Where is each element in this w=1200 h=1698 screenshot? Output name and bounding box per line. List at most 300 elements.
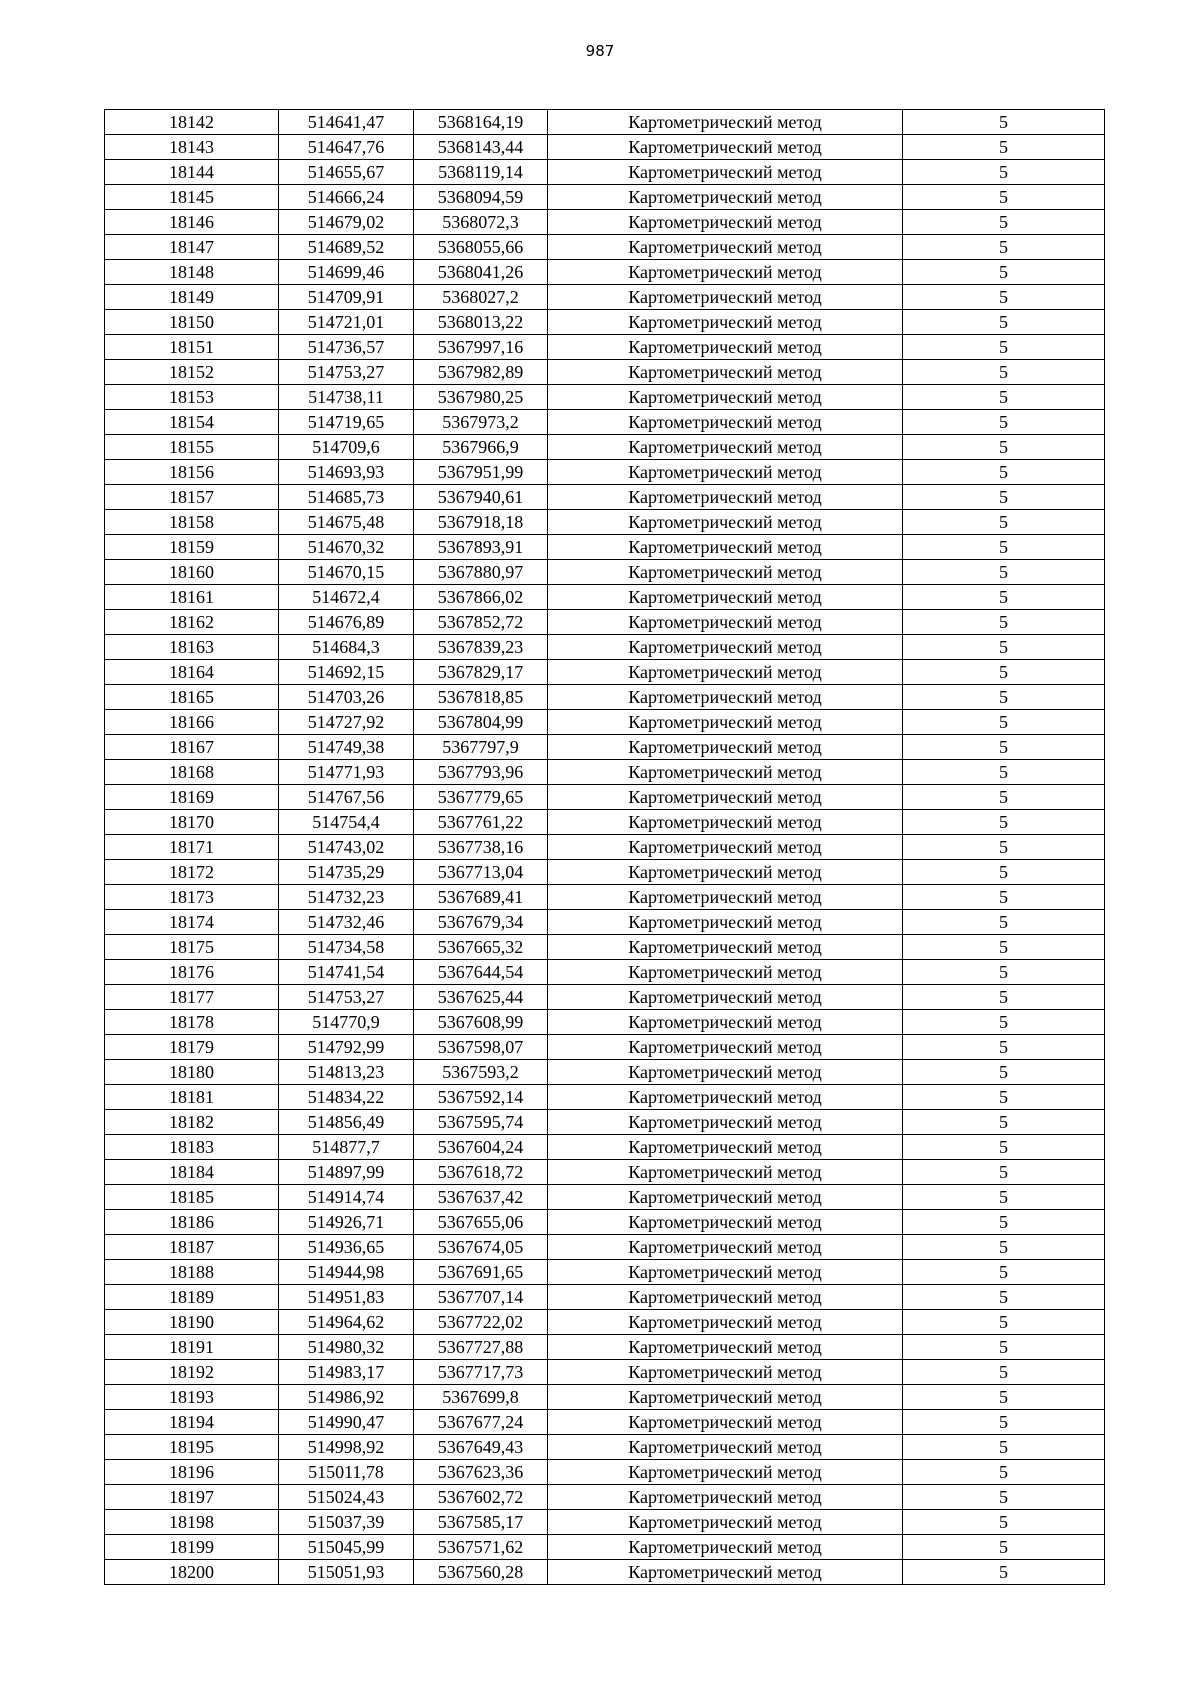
accuracy-cell: 5 <box>903 410 1105 435</box>
point-number-cell: 18182 <box>105 1110 279 1135</box>
accuracy-cell: 5 <box>903 685 1105 710</box>
table-row <box>105 710 1105 735</box>
point-number-cell: 18191 <box>105 1335 279 1360</box>
table-row <box>105 1110 1105 1135</box>
x-coordinate-cell: 514647,76 <box>279 135 414 160</box>
x-coordinate-cell: 514980,32 <box>279 1335 414 1360</box>
accuracy-cell: 5 <box>903 660 1105 685</box>
point-number-cell: 18142 <box>105 110 279 135</box>
x-coordinate-cell: 514986,92 <box>279 1385 414 1410</box>
point-number-cell: 18174 <box>105 910 279 935</box>
accuracy-cell: 5 <box>903 910 1105 935</box>
method-cell: Картометрический метод <box>548 185 903 210</box>
point-number-cell: 18158 <box>105 510 279 535</box>
x-coordinate-cell: 514676,89 <box>279 610 414 635</box>
y-coordinate-cell: 5368041,26 <box>414 260 548 285</box>
accuracy-cell: 5 <box>903 160 1105 185</box>
x-coordinate-cell: 514926,71 <box>279 1210 414 1235</box>
accuracy-cell: 5 <box>903 535 1105 560</box>
point-number-cell: 18148 <box>105 260 279 285</box>
y-coordinate-cell: 5368055,66 <box>414 235 548 260</box>
y-coordinate-cell: 5367717,73 <box>414 1360 548 1385</box>
x-coordinate-cell: 514754,4 <box>279 810 414 835</box>
table-row <box>105 610 1105 635</box>
point-number-cell: 18185 <box>105 1185 279 1210</box>
point-number-cell: 18186 <box>105 1210 279 1235</box>
point-number-cell: 18165 <box>105 685 279 710</box>
x-coordinate-cell: 515024,43 <box>279 1485 414 1510</box>
accuracy-cell: 5 <box>903 1485 1105 1510</box>
accuracy-cell: 5 <box>903 810 1105 835</box>
y-coordinate-cell: 5367592,14 <box>414 1085 548 1110</box>
y-coordinate-cell: 5367602,72 <box>414 1485 548 1510</box>
y-coordinate-cell: 5367918,18 <box>414 510 548 535</box>
x-coordinate-cell: 514727,92 <box>279 710 414 735</box>
y-coordinate-cell: 5367674,05 <box>414 1235 548 1260</box>
x-coordinate-cell: 514914,74 <box>279 1185 414 1210</box>
x-coordinate-cell: 514689,52 <box>279 235 414 260</box>
x-coordinate-cell: 514709,91 <box>279 285 414 310</box>
table-row <box>105 835 1105 860</box>
y-coordinate-cell: 5368164,19 <box>414 110 548 135</box>
accuracy-cell: 5 <box>903 1285 1105 1310</box>
table-row <box>105 910 1105 935</box>
method-cell: Картометрический метод <box>548 1460 903 1485</box>
method-cell: Картометрический метод <box>548 1210 903 1235</box>
method-cell: Картометрический метод <box>548 1485 903 1510</box>
method-cell: Картометрический метод <box>548 735 903 760</box>
y-coordinate-cell: 5367973,2 <box>414 410 548 435</box>
y-coordinate-cell: 5367866,02 <box>414 585 548 610</box>
table-row <box>105 1335 1105 1360</box>
y-coordinate-cell: 5367797,9 <box>414 735 548 760</box>
accuracy-cell: 5 <box>903 1135 1105 1160</box>
point-number-cell: 18196 <box>105 1460 279 1485</box>
table-row <box>105 160 1105 185</box>
accuracy-cell: 5 <box>903 385 1105 410</box>
x-coordinate-cell: 515045,99 <box>279 1535 414 1560</box>
accuracy-cell: 5 <box>903 210 1105 235</box>
x-coordinate-cell: 514693,93 <box>279 460 414 485</box>
method-cell: Картометрический метод <box>548 1185 903 1210</box>
accuracy-cell: 5 <box>903 260 1105 285</box>
point-number-cell: 18149 <box>105 285 279 310</box>
point-number-cell: 18166 <box>105 710 279 735</box>
y-coordinate-cell: 5367829,17 <box>414 660 548 685</box>
y-coordinate-cell: 5367966,9 <box>414 435 548 460</box>
point-number-cell: 18175 <box>105 935 279 960</box>
table-row <box>105 1210 1105 1235</box>
x-coordinate-cell: 514983,17 <box>279 1360 414 1385</box>
table-row <box>105 935 1105 960</box>
table-row <box>105 435 1105 460</box>
y-coordinate-cell: 5367818,85 <box>414 685 548 710</box>
point-number-cell: 18177 <box>105 985 279 1010</box>
method-cell: Картометрический метод <box>548 835 903 860</box>
x-coordinate-cell: 514684,3 <box>279 635 414 660</box>
point-number-cell: 18180 <box>105 1060 279 1085</box>
table-row <box>105 985 1105 1010</box>
method-cell: Картометрический метод <box>548 1085 903 1110</box>
table-row <box>105 635 1105 660</box>
y-coordinate-cell: 5367655,06 <box>414 1210 548 1235</box>
point-number-cell: 18179 <box>105 1035 279 1060</box>
y-coordinate-cell: 5367951,99 <box>414 460 548 485</box>
accuracy-cell: 5 <box>903 335 1105 360</box>
method-cell: Картометрический метод <box>548 1360 903 1385</box>
method-cell: Картометрический метод <box>548 510 903 535</box>
method-cell: Картометрический метод <box>548 385 903 410</box>
x-coordinate-cell: 514753,27 <box>279 985 414 1010</box>
accuracy-cell: 5 <box>903 510 1105 535</box>
x-coordinate-cell: 514703,26 <box>279 685 414 710</box>
y-coordinate-cell: 5367893,91 <box>414 535 548 560</box>
y-coordinate-cell: 5367699,8 <box>414 1385 548 1410</box>
table-row <box>105 310 1105 335</box>
point-number-cell: 18152 <box>105 360 279 385</box>
x-coordinate-cell: 514699,46 <box>279 260 414 285</box>
x-coordinate-cell: 514834,22 <box>279 1085 414 1110</box>
x-coordinate-cell: 514944,98 <box>279 1260 414 1285</box>
y-coordinate-cell: 5367571,62 <box>414 1535 548 1560</box>
point-number-cell: 18157 <box>105 485 279 510</box>
point-number-cell: 18145 <box>105 185 279 210</box>
accuracy-cell: 5 <box>903 785 1105 810</box>
y-coordinate-cell: 5367997,16 <box>414 335 548 360</box>
x-coordinate-cell: 514741,54 <box>279 960 414 985</box>
point-number-cell: 18189 <box>105 1285 279 1310</box>
point-number-cell: 18173 <box>105 885 279 910</box>
y-coordinate-cell: 5367560,28 <box>414 1560 548 1585</box>
point-number-cell: 18159 <box>105 535 279 560</box>
x-coordinate-cell: 514813,23 <box>279 1060 414 1085</box>
accuracy-cell: 5 <box>903 110 1105 135</box>
method-cell: Картометрический метод <box>548 1235 903 1260</box>
x-coordinate-cell: 514877,7 <box>279 1135 414 1160</box>
method-cell: Картометрический метод <box>548 910 903 935</box>
table-row <box>105 1160 1105 1185</box>
accuracy-cell: 5 <box>903 960 1105 985</box>
table-row <box>105 1060 1105 1085</box>
y-coordinate-cell: 5367804,99 <box>414 710 548 735</box>
table-row <box>105 860 1105 885</box>
accuracy-cell: 5 <box>903 835 1105 860</box>
y-coordinate-cell: 5368027,2 <box>414 285 548 310</box>
x-coordinate-cell: 514734,58 <box>279 935 414 960</box>
method-cell: Картометрический метод <box>548 310 903 335</box>
point-number-cell: 18163 <box>105 635 279 660</box>
table-row <box>105 1085 1105 1110</box>
table-row <box>105 1185 1105 1210</box>
point-number-cell: 18183 <box>105 1135 279 1160</box>
accuracy-cell: 5 <box>903 560 1105 585</box>
table-row <box>105 360 1105 385</box>
method-cell: Картометрический метод <box>548 235 903 260</box>
table-row <box>105 1410 1105 1435</box>
accuracy-cell: 5 <box>903 485 1105 510</box>
point-number-cell: 18187 <box>105 1235 279 1260</box>
method-cell: Картометрический метод <box>548 1560 903 1585</box>
y-coordinate-cell: 5367585,17 <box>414 1510 548 1535</box>
point-number-cell: 18162 <box>105 610 279 635</box>
accuracy-cell: 5 <box>903 185 1105 210</box>
method-cell: Картометрический метод <box>548 110 903 135</box>
method-cell: Картометрический метод <box>548 1435 903 1460</box>
method-cell: Картометрический метод <box>548 860 903 885</box>
x-coordinate-cell: 514670,15 <box>279 560 414 585</box>
table-row <box>105 535 1105 560</box>
method-cell: Картометрический метод <box>548 710 903 735</box>
accuracy-cell: 5 <box>903 1060 1105 1085</box>
y-coordinate-cell: 5367689,41 <box>414 885 548 910</box>
point-number-cell: 18170 <box>105 810 279 835</box>
y-coordinate-cell: 5367595,74 <box>414 1110 548 1135</box>
accuracy-cell: 5 <box>903 860 1105 885</box>
point-number-cell: 18168 <box>105 760 279 785</box>
x-coordinate-cell: 514856,49 <box>279 1110 414 1135</box>
y-coordinate-cell: 5367722,02 <box>414 1310 548 1335</box>
x-coordinate-cell: 514692,15 <box>279 660 414 685</box>
coordinates-table <box>104 109 1105 1585</box>
x-coordinate-cell: 515037,39 <box>279 1510 414 1535</box>
accuracy-cell: 5 <box>903 1360 1105 1385</box>
point-number-cell: 18143 <box>105 135 279 160</box>
accuracy-cell: 5 <box>903 585 1105 610</box>
x-coordinate-cell: 514753,27 <box>279 360 414 385</box>
method-cell: Картометрический метод <box>548 760 903 785</box>
table-row <box>105 335 1105 360</box>
y-coordinate-cell: 5367665,32 <box>414 935 548 960</box>
accuracy-cell: 5 <box>903 310 1105 335</box>
x-coordinate-cell: 514709,6 <box>279 435 414 460</box>
y-coordinate-cell: 5367598,07 <box>414 1035 548 1060</box>
table-row <box>105 785 1105 810</box>
table-row <box>105 1510 1105 1535</box>
x-coordinate-cell: 514964,62 <box>279 1310 414 1335</box>
table-row <box>105 110 1105 135</box>
accuracy-cell: 5 <box>903 1160 1105 1185</box>
accuracy-cell: 5 <box>903 710 1105 735</box>
method-cell: Картометрический метод <box>548 1335 903 1360</box>
y-coordinate-cell: 5367738,16 <box>414 835 548 860</box>
y-coordinate-cell: 5367880,97 <box>414 560 548 585</box>
accuracy-cell: 5 <box>903 135 1105 160</box>
point-number-cell: 18160 <box>105 560 279 585</box>
method-cell: Картометрический метод <box>548 160 903 185</box>
point-number-cell: 18176 <box>105 960 279 985</box>
table-row <box>105 1385 1105 1410</box>
y-coordinate-cell: 5367677,24 <box>414 1410 548 1435</box>
method-cell: Картометрический метод <box>548 335 903 360</box>
page-number: 987 <box>585 42 615 60</box>
method-cell: Картометрический метод <box>548 1385 903 1410</box>
x-coordinate-cell: 514732,23 <box>279 885 414 910</box>
table-row <box>105 385 1105 410</box>
accuracy-cell: 5 <box>903 1510 1105 1535</box>
point-number-cell: 18156 <box>105 460 279 485</box>
accuracy-cell: 5 <box>903 1410 1105 1435</box>
method-cell: Картометрический метод <box>548 1510 903 1535</box>
y-coordinate-cell: 5367637,42 <box>414 1185 548 1210</box>
x-coordinate-cell: 514743,02 <box>279 835 414 860</box>
accuracy-cell: 5 <box>903 735 1105 760</box>
y-coordinate-cell: 5368143,44 <box>414 135 548 160</box>
y-coordinate-cell: 5367644,54 <box>414 960 548 985</box>
method-cell: Картометрический метод <box>548 1135 903 1160</box>
point-number-cell: 18146 <box>105 210 279 235</box>
y-coordinate-cell: 5367727,88 <box>414 1335 548 1360</box>
point-number-cell: 18198 <box>105 1510 279 1535</box>
y-coordinate-cell: 5367679,34 <box>414 910 548 935</box>
table-row <box>105 1360 1105 1385</box>
x-coordinate-cell: 514771,93 <box>279 760 414 785</box>
accuracy-cell: 5 <box>903 1460 1105 1485</box>
point-number-cell: 18181 <box>105 1085 279 1110</box>
y-coordinate-cell: 5367980,25 <box>414 385 548 410</box>
accuracy-cell: 5 <box>903 1260 1105 1285</box>
table-row <box>105 285 1105 310</box>
method-cell: Картометрический метод <box>548 485 903 510</box>
accuracy-cell: 5 <box>903 760 1105 785</box>
accuracy-cell: 5 <box>903 935 1105 960</box>
method-cell: Картометрический метод <box>548 435 903 460</box>
point-number-cell: 18193 <box>105 1385 279 1410</box>
y-coordinate-cell: 5367779,65 <box>414 785 548 810</box>
y-coordinate-cell: 5367761,22 <box>414 810 548 835</box>
y-coordinate-cell: 5368072,3 <box>414 210 548 235</box>
table-row <box>105 1560 1105 1585</box>
method-cell: Картометрический метод <box>548 1535 903 1560</box>
table-row <box>105 585 1105 610</box>
x-coordinate-cell: 514767,56 <box>279 785 414 810</box>
point-number-cell: 18197 <box>105 1485 279 1510</box>
method-cell: Картометрический метод <box>548 585 903 610</box>
table-row <box>105 760 1105 785</box>
x-coordinate-cell: 514749,38 <box>279 735 414 760</box>
table-row <box>105 1535 1105 1560</box>
x-coordinate-cell: 514897,99 <box>279 1160 414 1185</box>
x-coordinate-cell: 514770,9 <box>279 1010 414 1035</box>
table-row <box>105 460 1105 485</box>
y-coordinate-cell: 5367713,04 <box>414 860 548 885</box>
point-number-cell: 18194 <box>105 1410 279 1435</box>
accuracy-cell: 5 <box>903 985 1105 1010</box>
point-number-cell: 18153 <box>105 385 279 410</box>
point-number-cell: 18190 <box>105 1310 279 1335</box>
point-number-cell: 18161 <box>105 585 279 610</box>
method-cell: Картометрический метод <box>548 285 903 310</box>
point-number-cell: 18192 <box>105 1360 279 1385</box>
table-row <box>105 1235 1105 1260</box>
accuracy-cell: 5 <box>903 1185 1105 1210</box>
point-number-cell: 18195 <box>105 1435 279 1460</box>
method-cell: Картометрический метод <box>548 560 903 585</box>
x-coordinate-cell: 514655,67 <box>279 160 414 185</box>
accuracy-cell: 5 <box>903 1560 1105 1585</box>
table-row <box>105 510 1105 535</box>
method-cell: Картометрический метод <box>548 210 903 235</box>
table-row <box>105 660 1105 685</box>
x-coordinate-cell: 514675,48 <box>279 510 414 535</box>
x-coordinate-cell: 514670,32 <box>279 535 414 560</box>
y-coordinate-cell: 5367604,24 <box>414 1135 548 1160</box>
x-coordinate-cell: 514685,73 <box>279 485 414 510</box>
accuracy-cell: 5 <box>903 1010 1105 1035</box>
x-coordinate-cell: 514666,24 <box>279 185 414 210</box>
point-number-cell: 18200 <box>105 1560 279 1585</box>
method-cell: Картометрический метод <box>548 535 903 560</box>
table-row <box>105 210 1105 235</box>
x-coordinate-cell: 514679,02 <box>279 210 414 235</box>
method-cell: Картометрический метод <box>548 1110 903 1135</box>
table-row <box>105 885 1105 910</box>
method-cell: Картометрический метод <box>548 885 903 910</box>
point-number-cell: 18164 <box>105 660 279 685</box>
accuracy-cell: 5 <box>903 285 1105 310</box>
method-cell: Картометрический метод <box>548 1310 903 1335</box>
y-coordinate-cell: 5368119,14 <box>414 160 548 185</box>
method-cell: Картометрический метод <box>548 1285 903 1310</box>
table-row <box>105 1435 1105 1460</box>
accuracy-cell: 5 <box>903 1110 1105 1135</box>
point-number-cell: 18199 <box>105 1535 279 1560</box>
table-row <box>105 1135 1105 1160</box>
table-row <box>105 1460 1105 1485</box>
table-row <box>105 235 1105 260</box>
accuracy-cell: 5 <box>903 235 1105 260</box>
y-coordinate-cell: 5367618,72 <box>414 1160 548 1185</box>
y-coordinate-cell: 5367940,61 <box>414 485 548 510</box>
y-coordinate-cell: 5367707,14 <box>414 1285 548 1310</box>
accuracy-cell: 5 <box>903 1385 1105 1410</box>
y-coordinate-cell: 5367793,96 <box>414 760 548 785</box>
method-cell: Картометрический метод <box>548 135 903 160</box>
method-cell: Картометрический метод <box>548 960 903 985</box>
point-number-cell: 18154 <box>105 410 279 435</box>
table-row <box>105 1035 1105 1060</box>
x-coordinate-cell: 514735,29 <box>279 860 414 885</box>
x-coordinate-cell: 514641,47 <box>279 110 414 135</box>
x-coordinate-cell: 514990,47 <box>279 1410 414 1435</box>
method-cell: Картометрический метод <box>548 460 903 485</box>
accuracy-cell: 5 <box>903 360 1105 385</box>
method-cell: Картометрический метод <box>548 1260 903 1285</box>
y-coordinate-cell: 5367623,36 <box>414 1460 548 1485</box>
point-number-cell: 18150 <box>105 310 279 335</box>
method-cell: Картометрический метод <box>548 410 903 435</box>
method-cell: Картометрический метод <box>548 935 903 960</box>
accuracy-cell: 5 <box>903 1210 1105 1235</box>
method-cell: Картометрический метод <box>548 1010 903 1035</box>
method-cell: Картометрический метод <box>548 1160 903 1185</box>
x-coordinate-cell: 514736,57 <box>279 335 414 360</box>
accuracy-cell: 5 <box>903 1085 1105 1110</box>
point-number-cell: 18144 <box>105 160 279 185</box>
y-coordinate-cell: 5368013,22 <box>414 310 548 335</box>
table-row <box>105 1310 1105 1335</box>
table-row <box>105 1010 1105 1035</box>
table-row <box>105 485 1105 510</box>
x-coordinate-cell: 514936,65 <box>279 1235 414 1260</box>
x-coordinate-cell: 514732,46 <box>279 910 414 935</box>
y-coordinate-cell: 5367649,43 <box>414 1435 548 1460</box>
method-cell: Картометрический метод <box>548 985 903 1010</box>
point-number-cell: 18178 <box>105 1010 279 1035</box>
table-row <box>105 560 1105 585</box>
accuracy-cell: 5 <box>903 435 1105 460</box>
method-cell: Картометрический метод <box>548 1060 903 1085</box>
x-coordinate-cell: 514738,11 <box>279 385 414 410</box>
